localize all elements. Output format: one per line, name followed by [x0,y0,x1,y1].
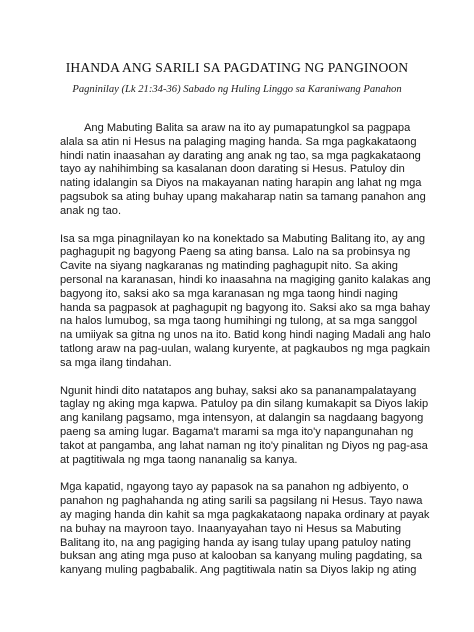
text-line: Balitang ito, na ang pagiging handa ay isang tulay upang patuloy nating [60,536,411,549]
paragraph [60,233,460,371]
document-title: IHANDA ANG SARILI SA PAGDATING NG PANGINOON [65,60,409,75]
text-line: tatlong araw na pag-uulan, walang kuryente, at pagkaubos ng mga pagkain [60,342,431,355]
text-line: na buhay na mayroon tayo. Inaanyayahan tayo ni Hesus sa Mabuting [60,522,402,535]
paragraph [60,481,460,578]
text-line: anak ng tao. [60,204,122,217]
text-line: at pagtitiwala ng mga taong nananalig sa kanya. [60,453,298,466]
text-line: ay maging handa din kahit sa mga pagkakataong napaka ordinary at payak [60,508,430,521]
text-line: Isa sa mga pinagnilayan ko na konektado sa Mabuting Balitang ito, ay ang [60,232,426,245]
text-line: paghagupit ng bagyong Paeng sa ating bansa. Lalo na sa probinsya ng [60,246,411,259]
text-line: ang kanilang pagsamo, mga intensyon, at dalangin sa nagdaang bagyong [60,412,424,425]
text-line: Mga kapatid, ngayong tayo ay papasok na sa panahon ng adbiyento, o [60,481,409,494]
text-line: handa sa pagpasok at paghagupit ng bagyong ito. Saksi ako sa mga bahay [60,301,431,314]
paragraph [60,385,460,468]
text-line: na halos lumubog, sa mga taong humihingi ng tulong, at sa mga sanggol [60,315,418,328]
text-line: panahon ng paghahanda ng ating sarili sa pagsilang ni Hesus. Tayo nawa [60,495,423,508]
text-line: Ang Mabuting Balita sa araw na ito ay pumapatungkol sa pagpapa [84,122,411,134]
text-line: Ngunit hindi dito natatapos ang buhay, saksi ako sa pananampalatayang [60,384,417,397]
text-line: alala sa atin ni Hesus na palaging maging handa. Sa mga pagkakataong [60,135,417,148]
text-line: nating idalangin sa Diyos na makayanan nating harapin ang lahat ng mga [60,177,422,190]
paragraph [60,122,460,219]
text-line: takot at pangamba, ang lahat naman ng ito'y pinalitan ng Diyos ng pag-asa [60,439,428,452]
text-line: paeng sa aming lugar. Bagama't marami sa mga ito'y napangunahan ng [60,425,414,438]
text-line: sa mga ilang tindahan. [60,356,172,369]
text-line: Cavite na siyang nagkaranas ng matinding paghagupit nito. Sa aking [60,260,398,273]
text-line: bagyong ito, saksi ako sa mga karanasan ng mga taong hindi naging [60,287,398,300]
document-body [60,122,460,592]
text-line: taglay ng aking mga kapwa. Patuloy pa din silang kumakapit sa Diyos lakip [60,398,429,411]
text-line: pagsubok sa ating buhay upang makaharap natin sa tamang panahon ang [60,190,426,203]
text-line: personal na karanasan, hindi ko inaasahna na magiging ganito kalakas ang [60,273,431,286]
text-line: na umiiyak sa gitna ng unos na ito. Batid kong hindi naging Madali ang halo [60,329,431,342]
text-line: hindi natin inaasahan ay darating ang anak ng tao, sa mga pagkakataong [60,149,421,162]
text-line: buksan ang ating mga puso at kalooban sa kanyang muling pagdating, sa [60,550,423,563]
document-subtitle: Pagninilay (Lk 21:34-36) Sabado ng Huling Linggo sa Karaniwang Panahon [72,84,402,95]
text-line: kanyang muling pagbabalik. Ang pagtitiwala natin sa Diyos lakip ng ating [60,564,417,577]
text-line: tayo ay nahihimbing sa kasalanan doon darating si Hesus. Patuloy din [60,163,405,176]
